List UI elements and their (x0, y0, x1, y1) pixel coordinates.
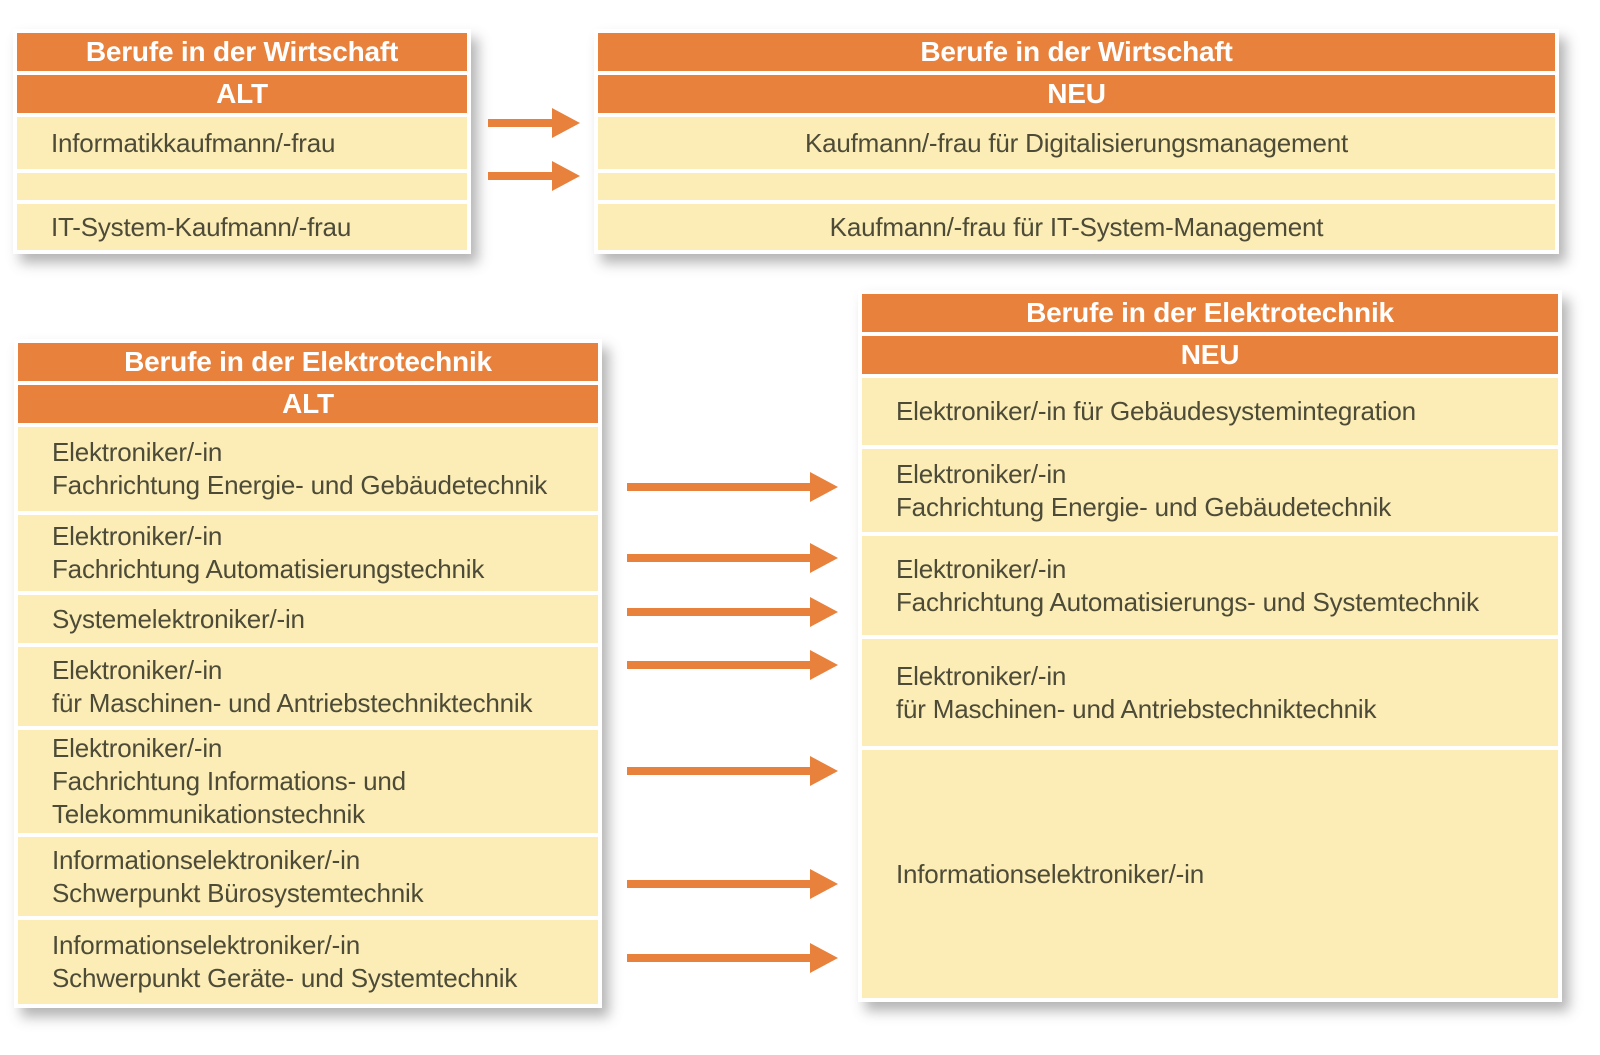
table-row-line: Schwerpunkt Bürosystemtechnik (52, 877, 424, 908)
table-row-line: Fachrichtung Energie- und Gebäudetechnik (52, 470, 547, 500)
mapping-arrow (488, 119, 552, 127)
table-row-line: Kaufmann/-frau für IT-System-Management (829, 211, 1324, 242)
table-row (17, 173, 467, 200)
table-row-line: Informatikkaufmann/-frau (51, 127, 336, 158)
table-row (18, 595, 598, 643)
table-elektrotechnik-alt (14, 339, 602, 1008)
table-row-line: Schwerpunkt Geräte- und Systemtechnik (52, 963, 518, 993)
table-row (17, 117, 467, 169)
table-subtitle: NEU (598, 75, 1555, 113)
table-row (17, 204, 467, 250)
table-rows (862, 378, 1558, 998)
mapping-arrow (488, 172, 552, 180)
table-row-line: für Maschinen- und Antriebstechniktechnik (896, 693, 1377, 724)
table-row-line: Fachrichtung Informations- und (52, 766, 406, 796)
table-subtitle: NEU (862, 336, 1558, 374)
table-row-line: Elektroniker/-in für Gebäudesystemintegration (896, 396, 1416, 426)
table-title: Berufe in der Wirtschaft (598, 33, 1555, 71)
table-wirtschaft-alt (13, 29, 471, 254)
mapping-arrow (627, 661, 810, 669)
table-title: Berufe in der Elektrotechnik (18, 343, 598, 381)
table-row-line: Elektroniker/-in (896, 660, 1067, 691)
table-row (598, 117, 1555, 169)
table-row-line: IT-System-Kaufmann/-frau (51, 211, 352, 242)
table-title: Berufe in der Wirtschaft (17, 33, 467, 71)
mapping-arrow (627, 554, 810, 562)
table-row-line: Elektroniker/-in (52, 437, 223, 467)
table-rows (598, 117, 1555, 250)
mapping-arrow (627, 880, 810, 888)
mapping-arrow (627, 767, 810, 775)
table-row-line: Elektroniker/-in (52, 521, 223, 551)
table-row (862, 536, 1558, 635)
table-row-line: Informationselektroniker/-in (896, 858, 1204, 889)
table-row (18, 837, 598, 916)
table-elektrotechnik-neu (858, 290, 1562, 1002)
table-wirtschaft-neu (594, 29, 1559, 254)
table-row (862, 449, 1558, 532)
table-row-line: Fachrichtung Energie- und Gebäudetechnik (896, 491, 1391, 522)
table-row (18, 647, 598, 726)
table-row-line: Fachrichtung Automatisierungs- und Systemtechnik (896, 586, 1479, 617)
table-subtitle: ALT (18, 385, 598, 423)
table-row-line: Fachrichtung Automatisierungstechnik (52, 554, 485, 584)
table-row-line: Systemelektroniker/-in (52, 603, 305, 634)
table-title: Berufe in der Elektrotechnik (862, 294, 1558, 332)
table-row (18, 427, 598, 511)
mapping-arrow (627, 608, 810, 616)
mapping-arrow (627, 954, 810, 962)
table-row (18, 730, 598, 833)
table-row (18, 920, 598, 1004)
table-row-line: Informationselektroniker/-in (52, 844, 360, 875)
table-row-line: Elektroniker/-in (896, 458, 1067, 489)
table-row-line: Elektroniker/-in (52, 733, 223, 763)
table-row (862, 639, 1558, 746)
table-row-line: Kaufmann/-frau für Digitalisierungsmanagement (804, 127, 1349, 158)
table-row (862, 378, 1558, 445)
table-rows (17, 117, 467, 250)
table-row-line: Elektroniker/-in (52, 654, 223, 685)
mapping-arrow (627, 483, 810, 491)
table-row-line: Elektroniker/-in (896, 553, 1067, 584)
table-row (18, 515, 598, 591)
table-row-line: für Maschinen- und Antriebstechniktechnik (52, 687, 533, 718)
table-row-line: Informationselektroniker/-in (52, 930, 360, 960)
table-subtitle: ALT (17, 75, 467, 113)
table-row (598, 204, 1555, 250)
table-row (862, 750, 1558, 998)
table-rows (18, 427, 598, 1004)
table-row-line: Telekommunikationstechnik (52, 799, 365, 829)
table-row (598, 173, 1555, 200)
